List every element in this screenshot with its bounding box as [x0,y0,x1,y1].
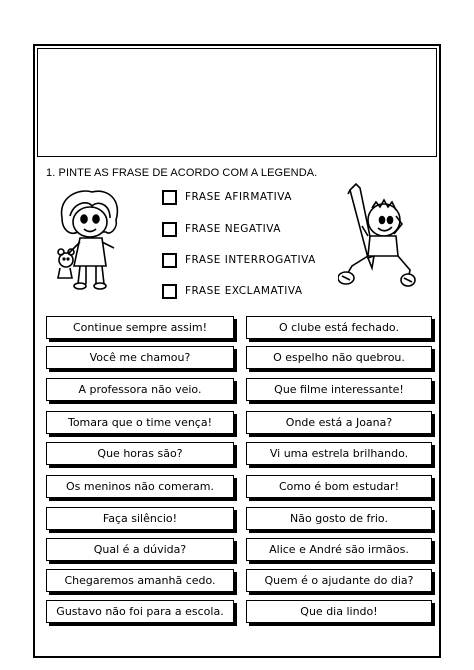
legend-checkbox[interactable] [162,190,177,205]
sentence-box[interactable]: Vi uma estrela brilhando. [246,442,432,465]
girl-illustration [52,188,130,292]
sentence-box[interactable]: Chegaremos amanhã cedo. [46,569,234,592]
legend-item-exclamativa[interactable] [162,282,303,300]
sentence-box[interactable]: Que dia lindo! [246,600,432,623]
legend-label: FRASE NEGATIVA [185,223,281,235]
sentence-box[interactable]: Onde está a Joana? [246,411,432,434]
sentence-box[interactable]: Você me chamou? [46,346,234,369]
header-box [37,48,437,157]
sentence-box[interactable]: Como é bom estudar! [246,475,432,498]
sentence-box[interactable]: Os meninos não comeram. [46,475,234,498]
legend-checkbox[interactable] [162,253,177,268]
legend-label: FRASE INTERROGATIVA [185,254,316,266]
sentence-box[interactable]: Que horas são? [46,442,234,465]
sentence-box[interactable]: Que filme interessante! [246,378,432,401]
sentence-box[interactable]: Faça silêncio! [46,507,234,530]
sentence-box[interactable]: A professora não veio. [46,378,234,401]
sentence-box[interactable]: Qual é a dúvida? [46,538,234,561]
legend-item-interrogativa[interactable] [162,251,316,269]
legend-item-afirmativa[interactable] [162,188,292,206]
instruction-text: 1. PINTE AS FRASE DE ACORDO COM A LEGENDA. [46,167,318,179]
sentence-box[interactable]: Não gosto de frio. [246,507,432,530]
legend-checkbox[interactable] [162,284,177,299]
legend-checkbox[interactable] [162,222,177,237]
legend-item-negativa[interactable] [162,220,281,238]
sentence-box[interactable]: Quem é o ajudante do dia? [246,569,432,592]
sentence-box[interactable]: Gustavo não foi para a escola. [46,600,234,623]
sentence-box[interactable]: O espelho não quebrou. [246,346,432,369]
sentence-box[interactable]: Tomara que o time vença! [46,411,234,434]
sentence-box[interactable]: Continue sempre assim! [46,316,234,339]
sentence-box[interactable]: O clube está fechado. [246,316,432,339]
boy-illustration [338,180,418,288]
legend-label: FRASE AFIRMATIVA [185,191,292,203]
legend-label: FRASE EXCLAMATIVA [185,285,303,297]
sentence-box[interactable]: Alice e André são irmãos. [246,538,432,561]
